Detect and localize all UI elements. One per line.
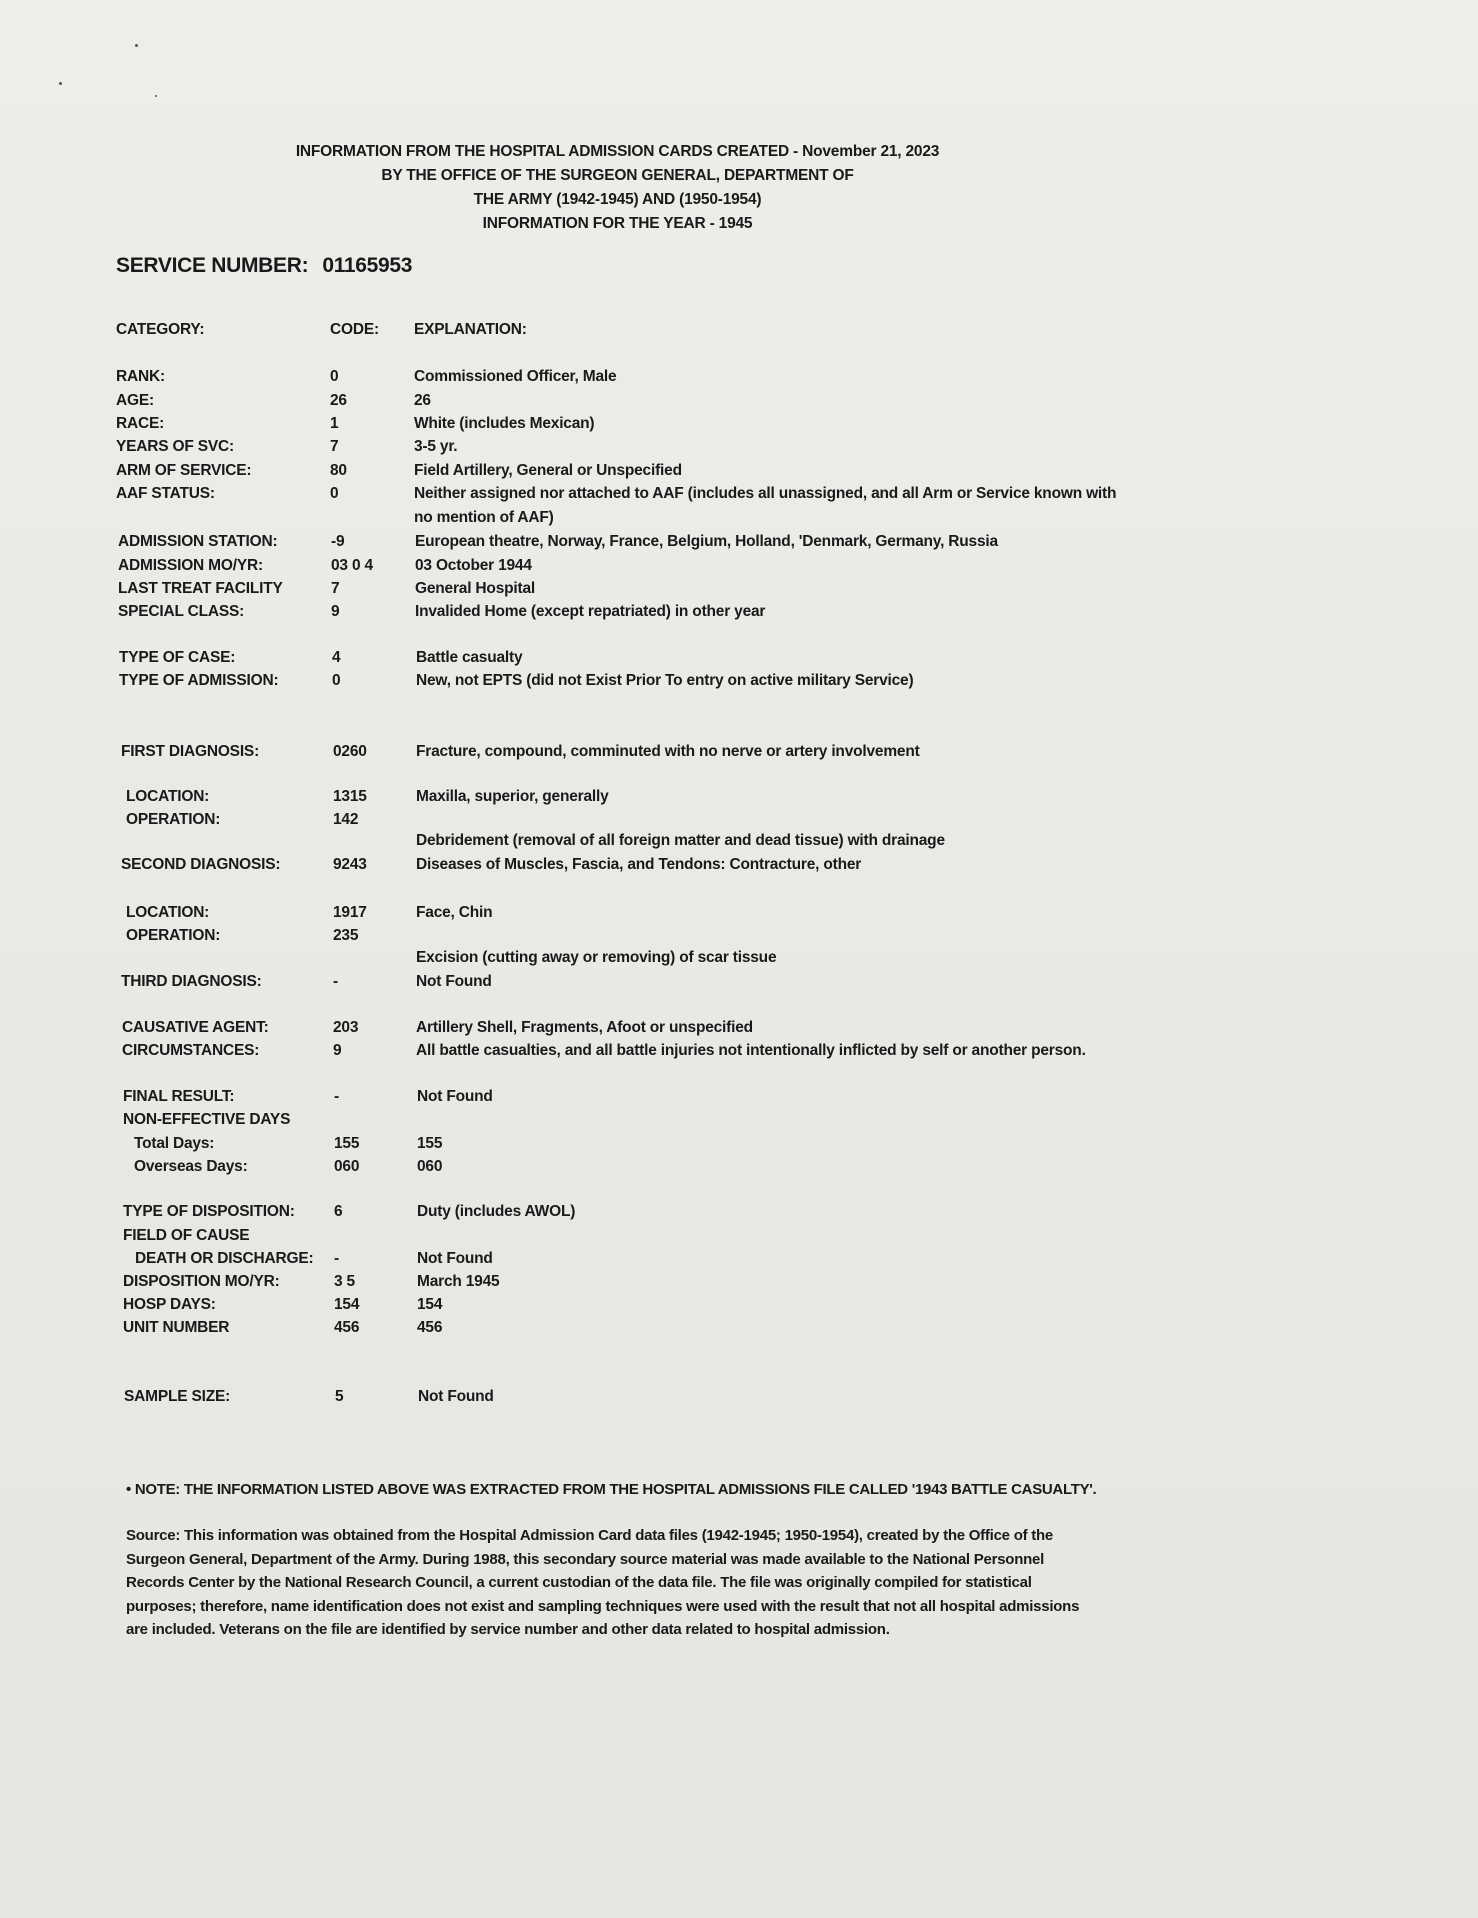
row-code: 235	[333, 927, 359, 944]
row-label: UNIT NUMBER	[123, 1319, 230, 1336]
service-number-label: SERVICE NUMBER:	[116, 254, 309, 277]
row-explanation: Neither assigned nor attached to AAF (includes all unassigned, and all Arm or Service known with	[414, 485, 1117, 502]
row-explanation: 26	[414, 392, 431, 409]
row-explanation: Debridement (removal of all foreign matter and dead tissue) with drainage	[416, 832, 945, 849]
row-explanation: Not Found	[416, 973, 492, 990]
column-header-code: CODE:	[330, 321, 379, 338]
row-code: 1315	[333, 788, 367, 805]
row-code: 154	[334, 1296, 360, 1313]
row-explanation: Excision (cutting away or removing) of scar tissue	[416, 949, 777, 966]
row-explanation: New, not EPTS (did not Exist Prior To entry on active military Service)	[416, 672, 914, 689]
row-label: ADMISSION STATION:	[118, 533, 278, 550]
row-explanation: All battle casualties, and all battle injuries not intentionally inflicted by self or another person.	[416, 1042, 1086, 1059]
column-header-category: CATEGORY:	[116, 321, 205, 338]
source-line: are included. Veterans on the file are identified by service number and other data related to hospital admission.	[126, 1621, 890, 1638]
row-explanation: March 1945	[417, 1273, 500, 1290]
row-label: ARM OF SERVICE:	[116, 462, 252, 479]
row-explanation: Fracture, compound, comminuted with no nerve or artery involvement	[416, 743, 920, 760]
row-code: 6	[334, 1203, 343, 1220]
row-label: AAF STATUS:	[116, 485, 215, 502]
source-paragraph	[126, 1524, 1126, 1642]
row-label: TYPE OF ADMISSION:	[119, 672, 279, 689]
row-explanation: 456	[417, 1319, 443, 1336]
row-label: OPERATION:	[126, 927, 221, 944]
row-label: FIRST DIAGNOSIS:	[121, 743, 260, 760]
row-label: SAMPLE SIZE:	[124, 1388, 231, 1405]
row-code: 4	[332, 649, 341, 666]
row-label: Overseas Days:	[134, 1158, 248, 1175]
header-line-3: THE ARMY (1942-1945) AND (1950-1954)	[473, 191, 762, 208]
header-line-1: INFORMATION FROM THE HOSPITAL ADMISSION CARDS CREATED - November 21, 2023	[295, 143, 940, 160]
row-explanation: Not Found	[417, 1250, 493, 1267]
row-explanation: 155	[417, 1135, 443, 1152]
row-explanation: 03 October 1944	[415, 557, 532, 574]
row-label: RACE:	[116, 415, 165, 432]
row-code: -9	[331, 533, 345, 550]
source-line: Records Center by the National Research Council, a current custodian of the data file. The file was originally compiled for statistical	[126, 1574, 1032, 1591]
row-code: 155	[334, 1135, 360, 1152]
row-code: 0	[332, 672, 341, 689]
row-code: 3 5	[334, 1273, 355, 1290]
row-explanation: Diseases of Muscles, Fascia, and Tendons: Contracture, other	[416, 856, 862, 873]
row-code: 0	[330, 368, 339, 385]
row-label: HOSP DAYS:	[123, 1296, 216, 1313]
row-code: 9	[333, 1042, 342, 1059]
row-explanation: General Hospital	[415, 580, 535, 597]
row-label: SPECIAL CLASS:	[118, 603, 245, 620]
row-code: 80	[330, 462, 347, 479]
row-label: RANK:	[116, 368, 165, 385]
row-explanation: Commissioned Officer, Male	[414, 368, 617, 385]
row-code: 1917	[333, 904, 367, 921]
row-label: FINAL RESULT:	[123, 1088, 235, 1105]
row-code: -	[333, 973, 338, 990]
speck	[135, 44, 138, 47]
row-label: AGE:	[116, 392, 154, 409]
row-explanation: Artillery Shell, Fragments, Afoot or unspecified	[416, 1019, 753, 1036]
row-explanation: European theatre, Norway, France, Belgium, Holland, 'Denmark, Germany, Russia	[415, 533, 998, 550]
row-label: DEATH OR DISCHARGE:	[135, 1250, 314, 1267]
row-explanation: Field Artillery, General or Unspecified	[414, 462, 682, 479]
document-header	[250, 140, 985, 236]
row-code: -	[334, 1088, 339, 1105]
column-header-explanation: EXPLANATION:	[414, 321, 527, 338]
row-label: NON-EFFECTIVE DAYS	[123, 1111, 291, 1128]
row-label: FIELD OF CAUSE	[123, 1227, 250, 1244]
row-code: 7	[330, 438, 339, 455]
row-code: -	[334, 1250, 339, 1267]
row-code: 26	[330, 392, 347, 409]
row-label: SECOND DIAGNOSIS:	[121, 856, 281, 873]
header-line-2: BY THE OFFICE OF THE SURGEON GENERAL, DEPARTMENT OF	[381, 167, 854, 184]
source-line: Source: This information was obtained from the Hospital Admission Card data files (1942-1945; 1950-1954), created by the Office of the	[126, 1527, 1054, 1544]
row-label: ADMISSION MO/YR:	[118, 557, 263, 574]
row-label: LOCATION:	[126, 788, 210, 805]
row-code: 9	[331, 603, 340, 620]
row-code: 7	[331, 580, 340, 597]
row-explanation: 3-5 yr.	[414, 438, 458, 455]
row-explanation: 060	[417, 1158, 443, 1175]
row-explanation: 154	[417, 1296, 443, 1313]
row-code: 03 0 4	[331, 557, 373, 574]
row-label: CAUSATIVE AGENT:	[122, 1019, 269, 1036]
row-label: DISPOSITION MO/YR:	[123, 1273, 280, 1290]
row-explanation: Not Found	[418, 1388, 494, 1405]
source-line: Surgeon General, Department of the Army. During 1988, this secondary source material was made available to the National Personnel	[126, 1550, 1045, 1568]
row-explanation: Invalided Home (except repatriated) in other year	[415, 603, 766, 620]
row-code: 456	[334, 1319, 360, 1336]
row-label: TYPE OF CASE:	[119, 649, 236, 666]
service-number	[116, 254, 412, 278]
row-code: 5	[335, 1388, 344, 1405]
service-number-value: 01165953	[322, 254, 413, 277]
row-label: Total Days:	[134, 1135, 215, 1152]
row-explanation: no mention of AAF)	[414, 509, 554, 526]
source-line: purposes; therefore, name identification does not exist and sampling techniques were used with the result that not all hospital admissions	[126, 1597, 1080, 1615]
speck	[155, 95, 157, 97]
extraction-note: • NOTE: THE INFORMATION LISTED ABOVE WAS EXTRACTED FROM THE HOSPITAL ADMISSIONS FILE CALLED '1943 BATTLE CASUALTY'.	[126, 1481, 1097, 1498]
row-explanation: Maxilla, superior, generally	[416, 788, 609, 805]
row-label: TYPE OF DISPOSITION:	[123, 1203, 295, 1220]
row-explanation: Battle casualty	[416, 649, 523, 666]
row-label: LOCATION:	[126, 904, 210, 921]
row-code: 1	[330, 415, 339, 432]
row-code: 0260	[333, 743, 367, 760]
row-code: 0	[330, 485, 339, 502]
row-explanation: Face, Chin	[416, 904, 493, 921]
row-explanation: Duty (includes AWOL)	[417, 1203, 576, 1220]
row-code: 142	[333, 811, 359, 828]
row-label: OPERATION:	[126, 811, 221, 828]
row-code: 203	[333, 1019, 359, 1036]
row-label: YEARS OF SVC:	[116, 438, 234, 455]
row-label: CIRCUMSTANCES:	[122, 1042, 260, 1059]
row-explanation: Not Found	[417, 1088, 493, 1105]
row-explanation: White (includes Mexican)	[414, 415, 595, 432]
row-code: 060	[334, 1158, 360, 1175]
header-line-4: INFORMATION FOR THE YEAR - 1945	[482, 215, 753, 232]
row-label: THIRD DIAGNOSIS:	[121, 973, 262, 990]
row-code: 9243	[333, 856, 367, 873]
row-label: LAST TREAT FACILITY	[118, 580, 283, 597]
speck	[59, 82, 62, 85]
